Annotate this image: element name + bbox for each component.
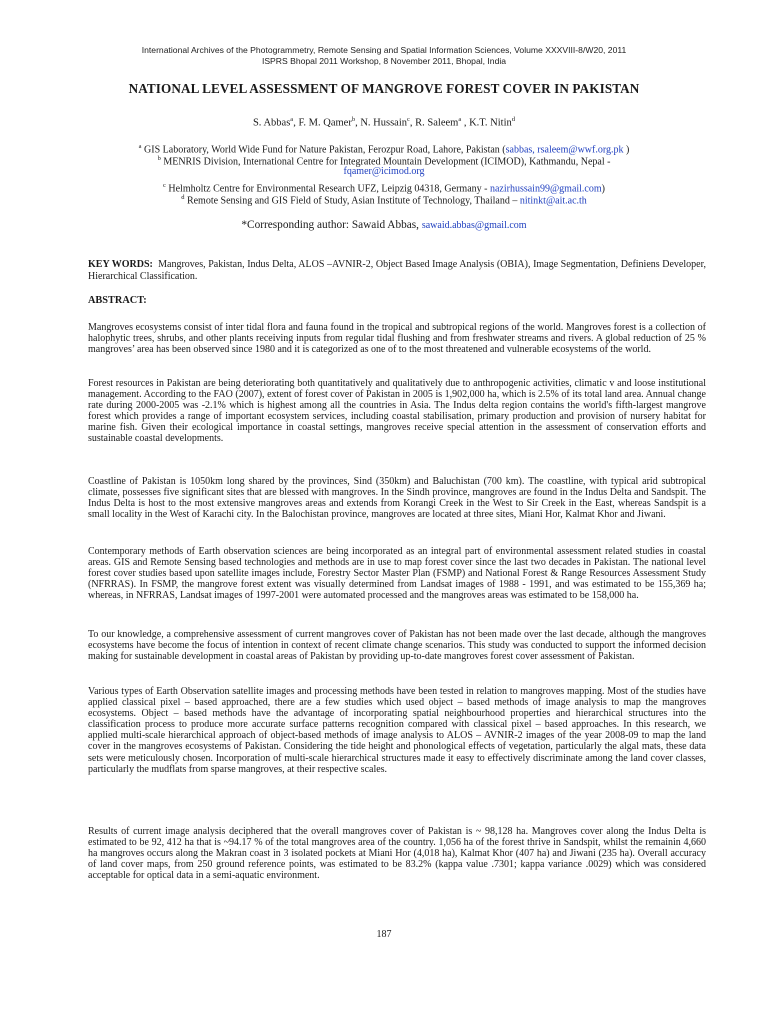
affiliation-text-tail: )	[601, 183, 605, 195]
email-link[interactable]: sabbas, rsaleem@wwf.org.pk	[505, 144, 624, 156]
affiliation-text: MENRIS Division, International Centre for Integrated Mountain Development (ICIMOD), Kathmandu, Nepal -	[163, 156, 611, 168]
author-name: K.T. Nitin	[469, 117, 512, 129]
journal-header-line-2: ISPRS Bhopal 2011 Workshop, 8 November 2011, Bhopal, India	[261, 56, 507, 66]
affiliation-text: GIS Laboratory, World Wide Fund for Nature Pakistan, Ferozpur Road, Lahore, Pakistan (	[144, 144, 506, 156]
author-affiliation-marker: a	[290, 116, 294, 123]
author-affiliation-marker: d	[511, 116, 516, 123]
page-number: 187	[376, 929, 392, 940]
author-separator: ,	[409, 117, 416, 129]
author-separator: ,	[355, 117, 361, 129]
affiliation-marker: c	[163, 182, 166, 189]
affiliation-marker: a	[138, 143, 142, 150]
abstract-paragraph: Contemporary methods of Earth observation sciences are being incorporated as an integral part of environmental assessment related studies in coastal areas. GIS and Remote Sensing based technologies and methods are in use to map forest cover since the last two decades in Pakistan. The national level forest cover studies based upon satellite images include, Forestry Sector Master Plan (FSMP) and National Forest & Range Resources Assessment Study (NFRRAS). In FSMP, the mangrove forest extent was visually determined from Landsat images of 1988 - 1991, and was estimated to be 155,369 ha; whereas, in NFRRAS, Landsat images of 1997-2001 were automated processed and the mangroves areas was estimated to be 158,000 ha.	[88, 546, 706, 602]
affiliation-text: Helmholtz Centre for Environmental Research UFZ, Leipzig 04318, Germany -	[168, 183, 490, 195]
abstract-paragraph: To our knowledge, a comprehensive assessment of current mangroves cover of Pakistan has not been made over the last decade, although the mangroves ecosystems have become the focus of intention in context of recent climate change scenarios. This study was conducted to support the informed decision making for sustainable development in coastal areas of Pakistan by providing up-to-date mangroves forest cover assessment of Pakistan.	[88, 629, 706, 663]
author-name: S. Abbas	[252, 117, 291, 129]
author-affiliation-marker: c	[407, 116, 410, 123]
email-link[interactable]: nazirhussain99@gmail.com	[489, 183, 602, 195]
author-name: N. Hussain	[360, 117, 408, 129]
keywords-text: Mangroves, Pakistan, Indus Delta, ALOS –AVNIR-2, Object Based Image Analysis (OBIA), Image Segmentation, Definiens Developer, Hierarchical Classification.	[88, 259, 707, 283]
corresponding-email-link[interactable]: sawaid.abbas@gmail.com	[421, 220, 527, 231]
email-link[interactable]: nitinkt@ait.ac.th	[519, 195, 587, 207]
affiliation-text-tail: )	[623, 144, 630, 156]
abstract-heading: ABSTRACT:	[88, 295, 147, 306]
affiliation-marker: d	[181, 194, 185, 201]
journal-header-line-1: International Archives of the Photogrammetry, Remote Sensing and Spatial Information Sciences, Volume XXXVIII-8/W20, 2011	[141, 45, 627, 55]
abstract-paragraph: Mangroves ecosystems consist of inter tidal flora and fauna found in the tropical and subtropical regions of the world. Mangroves forest is a collection of halophytic trees, shrubs, and other plants receiving inputs from regular tidal flushing and from freshwater streams and rivers. A global reduction of 25 % mangroves’ area has been observed since 1980 and it is categorized as one of to the most threatened and vulnerable ecosystems of the world.	[88, 322, 706, 356]
email-link[interactable]: fqamer@icimod.org	[343, 166, 425, 177]
corresponding-author-label: *Corresponding author: Sawaid Abbas,	[241, 219, 422, 231]
keywords-label: KEY WORDS:	[88, 259, 153, 270]
author-name: F. M. Qamer	[298, 117, 352, 129]
keywords	[88, 259, 706, 283]
abstract-paragraph: Coastline of Pakistan is 1050km long shared by the provinces, Sind (350km) and Baluchistan (700 km). The coastline, with typical arid subtropical climate, possesses five significant sites that are blessed with mangroves. In the Sindh province, mangroves are found in the Indus Delta and Sandspit. The Indus Delta is host to the most extensive mangroves areas and extends from Korangi Creek in the West to Sir Creek in the East, whereas Sandspit is a small locality in the West of Karachi city. In the Balochistan province, mangroves are located at three sites, Miani Hor, Kalmat Khor and Jiwani.	[88, 476, 706, 521]
author-list	[0, 116, 768, 129]
paper-title: NATIONAL LEVEL ASSESSMENT OF MANGROVE FOREST COVER IN PAKISTAN	[128, 81, 640, 96]
abstract-paragraph: Forest resources in Pakistan are being deteriorating both quantitatively and qualitatively due to anthropogenic activities, climatic v and loose institutional management. According to the FAO (2007), extent of forest cover of Pakistan in 2005 is 1,902,000 ha, which is 2.5% of its total land area. Annual change rate during 2000-2005 was -2.1% which is highest among all the countries in Asia. The Indus delta region contains the world's fifth-largest mangrove forest which provides a range of important ecosystem services, including coastal stabilisation, primary production and provision of nursery habitat for marine fish. Given their ecological importance in coastal settings, mangroves receive special attention in the assessment of conservation efforts and sustainable coastal developments.	[88, 378, 706, 445]
author-separator: ,	[461, 117, 470, 129]
affiliation-d	[0, 192, 768, 207]
author-affiliation-marker: b	[351, 116, 356, 123]
affiliation-marker: b	[157, 155, 161, 162]
corresponding-author	[0, 219, 768, 231]
affiliation-text: Remote Sensing and GIS Field of Study, Asian Institute of Technology, Thailand –	[186, 195, 520, 207]
author-separator: ,	[293, 117, 299, 129]
author-name: R. Saleem	[415, 117, 459, 129]
abstract-paragraph: Results of current image analysis deciphered that the overall mangroves cover of Pakistan is ~ 98,128 ha. Mangroves cover along the Indus Delta is estimated to be 92, 412 ha that is ~94.17 % of the total mangroves area of the country. 1,056 ha of the forest thrive in Sandspit, whilst the remainin 4,660 ha mangroves occurs along the Makran coast in 3 isolated pockets at Miani Hor (4,018 ha), Kalmat Khor (407 ha) and Jiwani (235 ha). Overall accuracy of land cover maps, from 250 ground reference points, was estimated to be 83.2% (kappa value .7301; kappa variance .0029) which was considered acceptable for optical data in a semi-aquatic environment.	[88, 826, 706, 882]
author-affiliation-marker: a	[458, 116, 462, 123]
affiliation-b-email-line	[0, 166, 768, 178]
abstract-paragraph: Various types of Earth Observation satellite images and processing methods have been tested in relation to mangroves mapping. Most of the studies have applied classical pixel – based approached, there are a few studies which used object – based methods of image analysis to map the mangroves ecosystems. Object – based methods have the advantage of incorporating spatial neighbourhood properties and hierarchical structures into the classification process to produce more accurate surface patterns recognition compared with classical pixel – based approaches. In this research, we applied multi-scale hierarchical approach of object-based methods of image analysis to ALOS – AVNIR-2 images of the year 2008-09 to map the land cover in the mangroves ecosystems of Pakistan. Considering the tide height and phonological effects of vegetation, particularly the algal mats, these data sets were meticulously chosen. Incorporation of multi-scale hierarchical structures made it easy to effectively discriminate among the land cover classes, particularly the mudflats from sparse mangroves, at their respective scales.	[88, 686, 706, 775]
